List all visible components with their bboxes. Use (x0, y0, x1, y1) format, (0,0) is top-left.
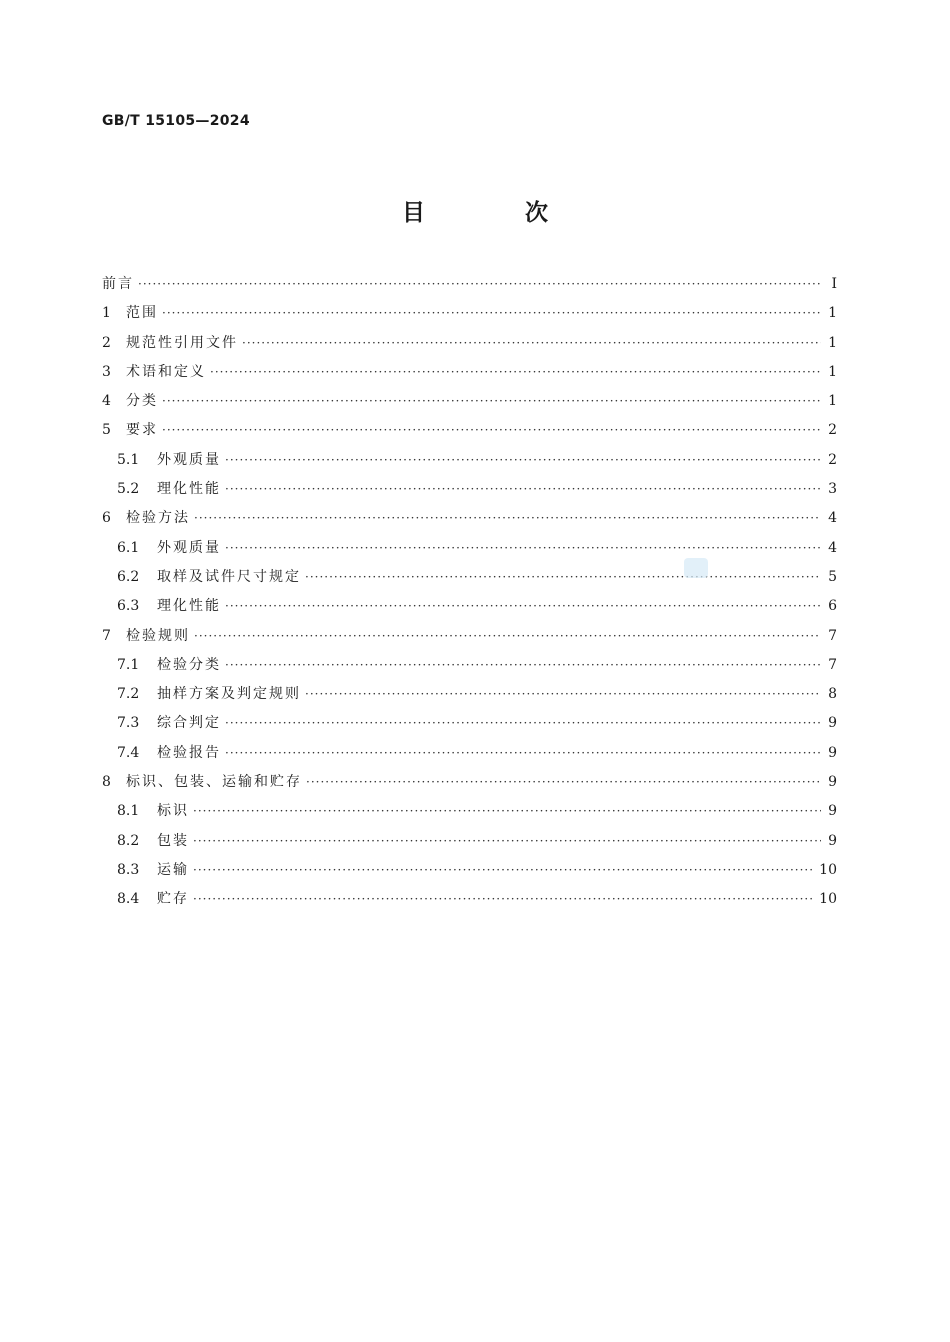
toc-entry-number: 8 (102, 774, 111, 791)
dot-leader (162, 299, 821, 328)
toc-entry-page: 6 (828, 598, 837, 615)
toc-entry[interactable] (102, 856, 837, 885)
toc-entry-number: 7.1 (117, 656, 140, 673)
toc-entry[interactable] (102, 739, 837, 768)
toc-entry-label: 检验方法 (126, 510, 190, 527)
dot-leader (194, 504, 821, 533)
toc-entry-page: 1 (828, 334, 837, 351)
dot-leader (225, 709, 821, 738)
dot-leader (225, 534, 821, 563)
toc-entry[interactable] (102, 534, 837, 563)
toc-entry[interactable] (102, 797, 837, 826)
toc-entry-page: 2 (828, 422, 837, 439)
toc-entry[interactable] (102, 387, 837, 416)
toc-entry-page: I (831, 276, 837, 292)
toc-entry-page: 7 (828, 627, 837, 644)
dot-leader (305, 563, 821, 592)
toc-entry-number: 5.2 (117, 481, 140, 498)
toc-entry-page: 1 (828, 363, 837, 380)
dot-leader (225, 475, 821, 504)
toc-entry-page: 4 (828, 510, 837, 527)
toc-entry-label: 取样及试件尺寸规定 (157, 568, 301, 585)
toc-entry-number: 8.1 (117, 803, 140, 820)
toc-entry-number: 6 (102, 510, 111, 527)
dot-leader (225, 446, 821, 475)
toc-entry-page: 1 (828, 393, 837, 410)
dot-leader (225, 739, 821, 768)
toc-entry[interactable] (102, 446, 837, 475)
toc-entry-number: 6.2 (117, 568, 140, 585)
toc-entry-number: 8.3 (117, 861, 140, 878)
toc-entry-label: 外观质量 (157, 451, 221, 468)
toc-entry[interactable] (102, 329, 837, 358)
toc-entry[interactable] (102, 416, 837, 445)
dot-leader (305, 680, 821, 709)
toc-entry-label: 分类 (126, 393, 158, 410)
toc-entry-number: 1 (102, 305, 111, 322)
toc-entry-label: 理化性能 (157, 598, 221, 615)
dot-leader (162, 416, 821, 445)
toc-entry-label: 范围 (126, 305, 158, 322)
toc-entry-number: 5 (102, 422, 111, 439)
toc-entry-number: 8.2 (117, 832, 140, 849)
dot-leader (242, 329, 821, 358)
toc-entry-number: 2 (102, 334, 111, 351)
table-of-contents (102, 270, 837, 915)
watermark-logo (684, 558, 708, 578)
toc-entry-label: 规范性引用文件 (126, 334, 238, 351)
dot-leader (162, 387, 821, 416)
toc-entry-page: 4 (828, 539, 837, 556)
toc-entry-page: 9 (828, 803, 837, 820)
toc-entry[interactable] (102, 622, 837, 651)
toc-entry-label: 标识、包装、运输和贮存 (126, 774, 302, 791)
toc-entry-number: 7.4 (117, 744, 140, 761)
toc-entry[interactable] (102, 563, 837, 592)
toc-entry[interactable] (102, 680, 837, 709)
toc-entry-number: 8.4 (117, 891, 140, 908)
dot-leader (138, 270, 821, 299)
dot-leader (193, 797, 821, 826)
toc-entry-page: 9 (828, 744, 837, 761)
toc-entry-number: 5.1 (117, 451, 140, 468)
toc-entry-label: 抽样方案及判定规则 (157, 686, 301, 703)
toc-entry[interactable] (102, 827, 837, 856)
toc-entry-number: 7.3 (117, 715, 140, 732)
toc-entry-label: 要求 (126, 422, 158, 439)
toc-entry[interactable] (102, 651, 837, 680)
toc-entry-number: 7.2 (117, 686, 140, 703)
toc-entry[interactable] (102, 270, 837, 299)
toc-entry-number: 3 (102, 363, 111, 380)
toc-entry-label: 标识 (157, 803, 189, 820)
toc-entry-page: 10 (819, 861, 837, 878)
dot-leader (193, 827, 821, 856)
toc-entry-page: 3 (828, 481, 837, 498)
toc-entry-label: 检验报告 (157, 744, 221, 761)
toc-entry-page: 8 (828, 686, 837, 703)
toc-entry[interactable] (102, 885, 837, 914)
document-code: GB/T 15105—2024 (102, 113, 250, 129)
toc-entry-page: 9 (828, 774, 837, 791)
toc-entry-label: 术语和定义 (126, 363, 206, 380)
dot-leader (193, 885, 813, 914)
toc-entry[interactable] (102, 709, 837, 738)
toc-entry-label: 包装 (157, 832, 189, 849)
toc-title: 目 次 (401, 200, 594, 226)
toc-entry[interactable] (102, 475, 837, 504)
toc-entry-label: 贮存 (157, 891, 189, 908)
toc-entry[interactable] (102, 592, 837, 621)
toc-entry-page: 1 (828, 305, 837, 322)
toc-entry-label: 检验规则 (126, 627, 190, 644)
toc-entry-label: 理化性能 (157, 481, 221, 498)
dot-leader (225, 592, 821, 621)
toc-entry-number: 4 (102, 393, 111, 410)
toc-entry-number: 6.1 (117, 539, 140, 556)
toc-entry-label: 运输 (157, 861, 189, 878)
toc-entry[interactable] (102, 768, 837, 797)
dot-leader (193, 856, 813, 885)
dot-leader (194, 622, 821, 651)
toc-entry[interactable] (102, 299, 837, 328)
toc-entry[interactable] (102, 504, 837, 533)
toc-entry-page: 2 (828, 451, 837, 468)
toc-entry-page: 5 (828, 568, 837, 585)
dot-leader (225, 651, 821, 680)
toc-entry[interactable] (102, 358, 837, 387)
toc-entry-page: 10 (819, 891, 837, 908)
toc-entry-label: 外观质量 (157, 539, 221, 556)
toc-entry-number: 6.3 (117, 598, 140, 615)
toc-entry-label: 前言 (102, 276, 134, 292)
toc-entry-page: 7 (828, 656, 837, 673)
dot-leader (210, 358, 821, 387)
dot-leader (306, 768, 821, 797)
toc-entry-page: 9 (828, 832, 837, 849)
toc-entry-number: 7 (102, 627, 111, 644)
toc-entry-label: 综合判定 (157, 715, 221, 732)
toc-entry-page: 9 (828, 715, 837, 732)
toc-entry-label: 检验分类 (157, 656, 221, 673)
